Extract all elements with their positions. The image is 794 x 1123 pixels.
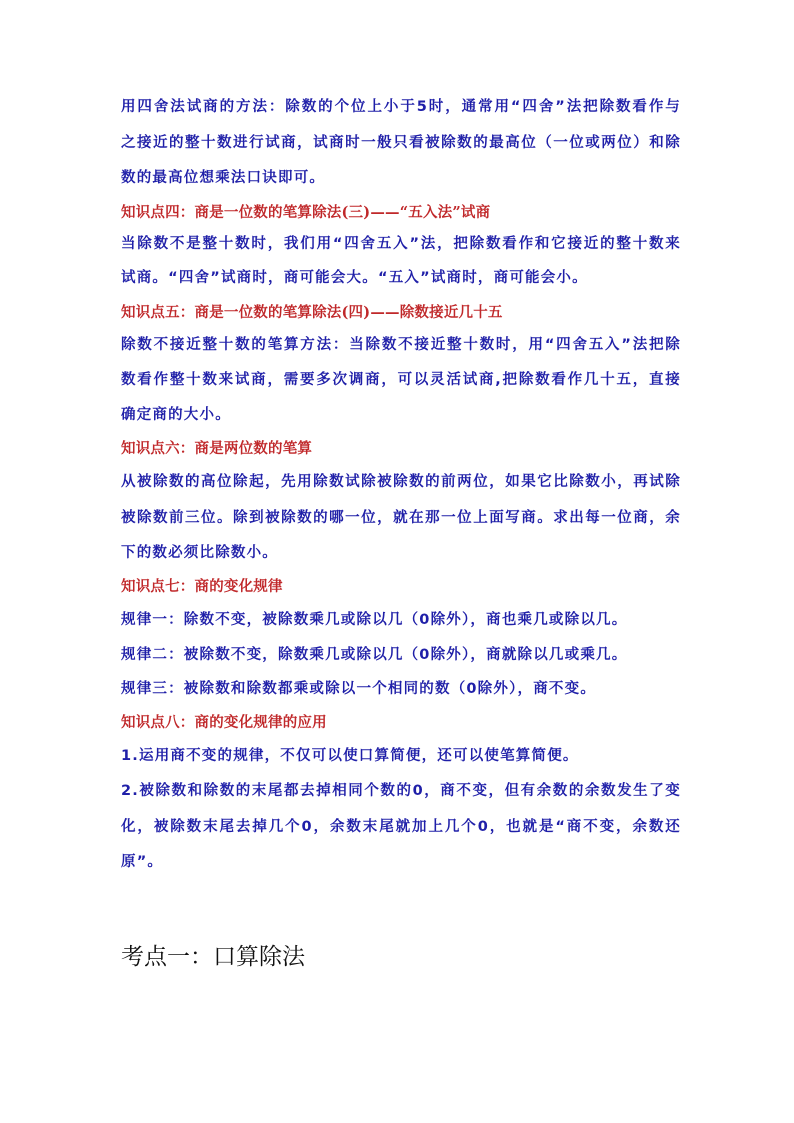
intro-line-1: 用四舍法试商的方法：除数的个位上小于5时，通常用“四舍”法把除数看作与 xyxy=(121,99,681,115)
knowledge-point-4-line-2: 试商。“四舍”试商时，商可能会大。“五入”试商时，商可能会小。 xyxy=(121,270,588,286)
application-line-2: 2.被除数和除数的末尾都去掉相同个数的0，商不变，但有余数的余数发生了变 xyxy=(121,783,681,799)
knowledge-point-7-heading: 知识点七：商的变化规律 xyxy=(121,578,283,595)
knowledge-point-4-heading: 知识点四：商是一位数的笔算除法(三)——“五入法”试商 xyxy=(121,204,491,221)
application-line-3: 化，被除数末尾去掉几个0，余数末尾就加上几个0，也就是“商不变，余数还 xyxy=(121,819,681,835)
application-line-1: 1.运用商不变的规律，不仅可以使口算简便，还可以使笔算简便。 xyxy=(121,748,579,764)
exam-point-1-title: 考点一：口算除法 xyxy=(121,944,305,970)
knowledge-point-4-line-1: 当除数不是整十数时，我们用“四舍五入”法，把除数看作和它接近的整十数来 xyxy=(121,236,681,252)
rule-1: 规律一：除数不变，被除数乘几或除以几（0除外），商也乘几或除以几。 xyxy=(121,612,628,628)
knowledge-point-5-line-1: 除数不接近整十数的笔算方法：当除数不接近整十数时，用“四舍五入”法把除 xyxy=(121,337,681,353)
knowledge-point-6-line-2: 被除数前三位。除到被除数的哪一位，就在那一位上面写商。求出每一位商，余 xyxy=(121,510,681,526)
knowledge-point-6-line-3: 下的数必须比除数小。 xyxy=(121,545,278,561)
rule-2: 规律二：被除数不变，除数乘几或除以几（0除外），商就除以几或乘几。 xyxy=(121,647,628,663)
knowledge-point-8-heading: 知识点八：商的变化规律的应用 xyxy=(121,714,327,731)
knowledge-point-5-line-3: 确定商的大小。 xyxy=(121,407,231,423)
application-line-4: 原”。 xyxy=(121,854,164,870)
intro-line-3: 数的最高位想乘法口诀即可。 xyxy=(121,170,326,186)
knowledge-point-5-line-2: 数看作整十数来试商，需要多次调商，可以灵活试商,把除数看作几十五，直接 xyxy=(121,372,681,388)
knowledge-point-6-heading: 知识点六：商是两位数的笔算 xyxy=(121,440,313,457)
knowledge-point-6-line-1: 从被除数的高位除起，先用除数试除被除数的前两位，如果它比除数小，再试除 xyxy=(121,474,681,490)
knowledge-point-5-heading: 知识点五：商是一位数的笔算除法(四)——除数接近几十五 xyxy=(121,304,503,321)
rule-3: 规律三：被除数和除数都乘或除以一个相同的数（0除外），商不变。 xyxy=(121,681,597,697)
intro-line-2: 之接近的整十数进行试商，试商时一般只看被除数的最高位（一位或两位）和除 xyxy=(121,135,681,151)
